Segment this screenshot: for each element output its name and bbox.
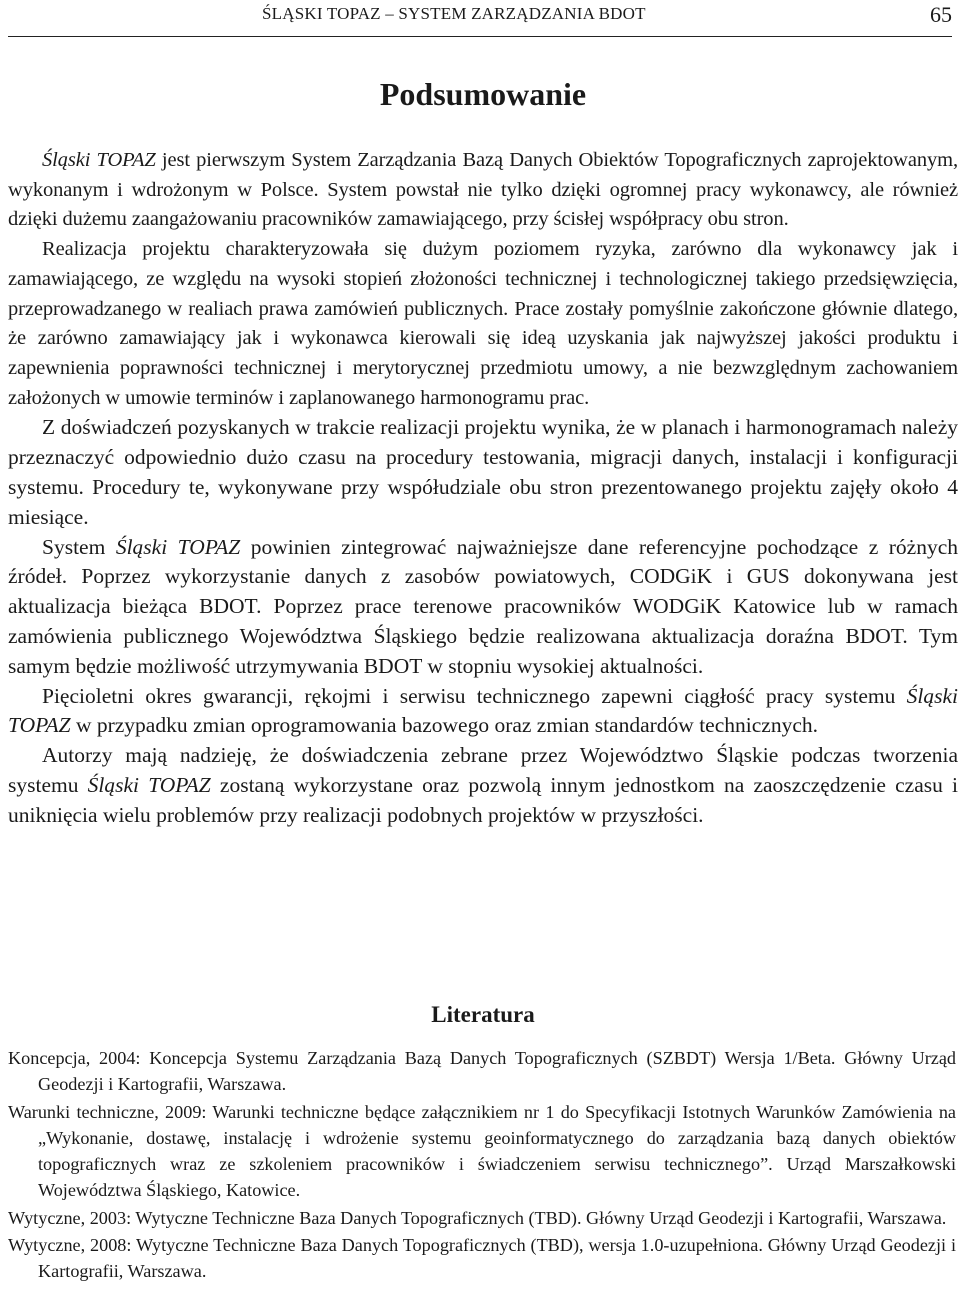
page-number: 65 [930,2,952,27]
summary-body [8,146,958,830]
reference-item: Warunki techniczne, 2009: Warunki techniczne będące załącznikiem nr 1 do Specyfikacji Istotnych Warunków Zamówienia na „Wykonanie, dostawę, instalację i wdrożenie systemu geoinformatycznego do zarządzania bazą danych obiektów topograficznych wraz ze szkoleniem pracowników i świadczeniem serwisu technicznego”. Urząd Marszałkowski Województwa Śląskiego, Katowice. [8,1101,956,1201]
paragraph-4: System Śląski TOPAZ powinien zintegrować najważniejsze dane referencyjne pochodzące z różnych źródeł. Poprzez wykorzystanie danych z zasobów powiatowych, CODGiK i GUS dokonywana jest aktualizacja bieżąca BDOT. Poprzez prace terenowe pracowników WODGiK Katowice lub w ramach zamówienia publicznego Województwa Śląskiego będzie realizowana aktualizacja doraźna BDOT. Tym samym będzie możliwość utrzymywania BDOT w stopniu wysokiej aktualności. [8,534,958,678]
paragraph-6: Autorzy mają nadzieję, że doświadczenia zebrane przez Województwo Śląskie podczas tworzenia systemu Śląski TOPAZ zostaną wykorzystane oraz pozwolą innym jednostkom na zaoszczędzenie czasu i uniknięcia wielu problemów przy realizacji podobnych projektów w przyszłości. [8,743,959,827]
paragraph-5: Pięcioletni okres gwarancji, rękojmi i serwisu technicznego zapewni ciągłość pracy systemu Śląski TOPAZ w przypadku zmian oprogramowania bazowego oraz zmian standardów technicznych. [8,683,958,738]
paragraph-2: Realizacja projektu charakteryzowała się dużym poziomem ryzyka, zarówno dla wykonawcy jak i zamawiającego, ze względu na wysoki stopień złożoności technicznej i technologicznej takiego przedsięwzięcia, przeprowadzanego w realiach prawa zamówień publicznych. Prace zostały pomyślnie zakończone głównie dlatego, że zarówno zamawiający jak i wykonawca kierowali się ideą uzyskania jak najwyższej jakości produktu i zapewnienia poprawności technicznej i merytorycznej przedmiotu umowy, a nie bezwzględnym zachowaniem założonych w umowie terminów i zaplanowanego harmonogramu prac. [8,238,958,409]
reference-item: Koncepcja, 2004: Koncepcja Systemu Zarządzania Bazą Danych Topograficznych (SZBDT) Wersja 1/Beta. Główny Urząd Geodezji i Kartografii, Warszawa. [8,1048,956,1095]
running-title: ŚLĄSKI TOPAZ – SYSTEM ZARZĄDZANIA BDOT [262,4,646,23]
system-name-emphasis: Śląski TOPAZ [42,149,156,171]
reference-item: Wytyczne, 2008: Wytyczne Techniczne Baza Danych Topograficznych (TBD), wersja 1.0-uzupełniona. Główny Urząd Geodezji i Kartografii, Warszawa. [8,1235,956,1282]
page-header [8,0,952,37]
system-name-emphasis: Śląski TOPAZ [8,683,958,738]
system-name-emphasis: Śląski TOPAZ [87,772,211,797]
system-name-emphasis: Śląski TOPAZ [115,534,241,559]
literature-heading: Literatura [431,1002,535,1027]
paragraph-1: Śląski TOPAZ jest pierwszym System Zarządzania Bazą Danych Obiektów Topograficznych zaprojektowanym, wykonanym i wdrożonym w Polsce. System powstał nie tylko dzięki ogromnej pracy wykonawcy, ale również dzięki dużemu zaangażowaniu pracowników zamawiającego, przy ścisłej współpracy obu stron. [8,149,959,231]
section-title: Podsumowanie [379,76,587,112]
reference-item: Wytyczne, 2003: Wytyczne Techniczne Baza Danych Topograficznych (TBD). Główny Urząd Geodezji i Kartografii, Warszawa. [8,1207,947,1228]
paragraph-3: Z doświadczeń pozyskanych w trakcie realizacji projektu wynika, że w planach i harmonogramach należy przeznaczyć odpowiednio dużo czasu na procedury testowania, migracji danych, instalacji i konfiguracji systemu. Procedury te, wykonywane przy współudziale obu stron prezentowanego projektu zajęły około 4 miesiące. [8,415,958,529]
reference-list [8,1045,956,1286]
